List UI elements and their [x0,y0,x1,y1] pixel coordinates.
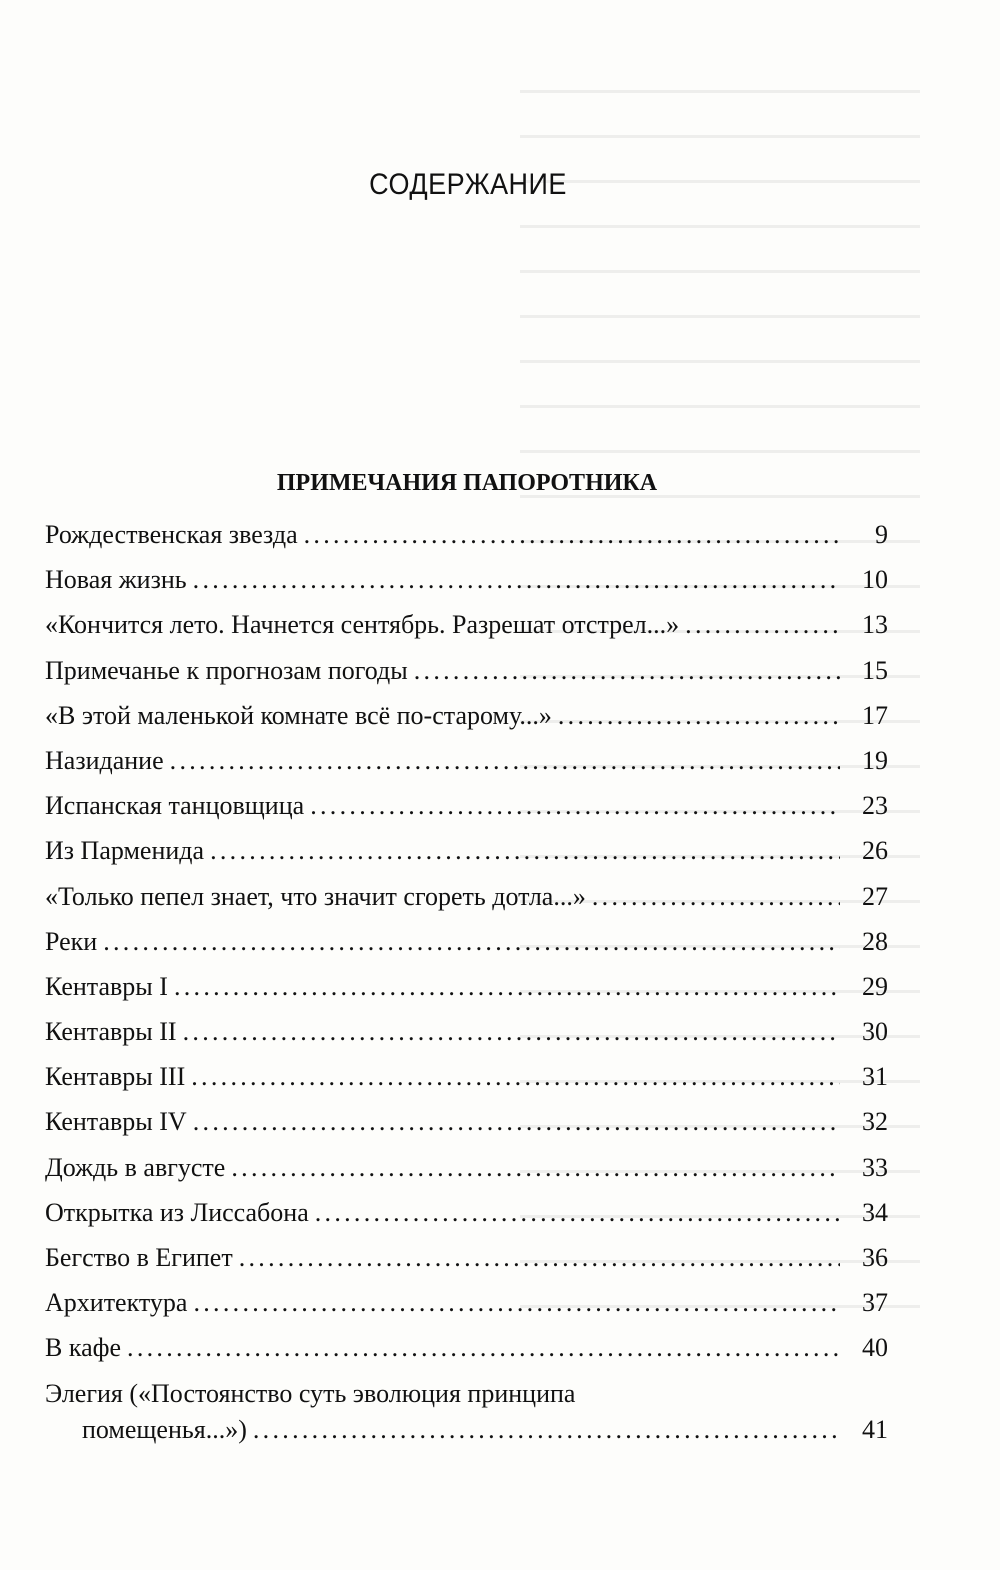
entry-title-line1: Элегия («Постоянство суть эволюция принципа [45,1378,576,1408]
dot-leader [414,652,840,690]
dot-leader [231,1149,840,1187]
entry-page: 9 [875,520,888,549]
entry-title: В кафе [45,1333,122,1363]
toc-entry [45,516,888,561]
dot-leader [170,742,840,780]
table-of-contents [45,516,888,1456]
toc-entry [45,606,888,651]
entry-title: Дождь в августе [45,1152,226,1182]
toc-entry [45,697,888,742]
entry-page: 17 [862,700,888,730]
dot-leader [127,1329,840,1367]
toc-entry [45,561,888,606]
entry-page: 41 [862,1414,888,1444]
dot-leader [253,1411,840,1449]
section-heading: ПРИМЕЧАНИЯ ПАПОРОТНИКА [276,470,658,496]
entry-page: 23 [862,791,888,821]
dot-leader [183,1013,840,1051]
entry-title: «Кончится лето. Начнется сентябрь. Разрешат отстрел...» [45,610,680,640]
entry-page: 28 [862,926,888,956]
toc-entry [45,1013,888,1058]
entry-page: 40 [862,1333,888,1363]
page-title: СОДЕРЖАНИЕ [369,168,567,201]
entry-page: 37 [862,1288,888,1318]
toc-entry [45,1284,888,1329]
dot-leader [103,923,840,961]
toc-entry [45,1058,888,1103]
toc-entry-multiline [45,1375,888,1456]
entry-page: 27 [862,881,888,911]
entry-title: Назидание [45,745,164,775]
toc-entry [45,787,888,832]
entry-title: «Только пепел знает, что значит сгореть дотла...» [45,881,586,911]
entry-title-line2: помещенья...») [82,1414,247,1444]
dot-leader [193,561,840,599]
entry-page: 29 [862,971,888,1001]
entry-page: 30 [862,1017,888,1047]
entry-page: 10 [862,565,888,595]
entry-title: Кентавры I [45,971,168,1001]
entry-title: Кентавры II [45,1017,177,1047]
toc-entry [45,1329,888,1374]
entry-page: 19 [862,745,888,775]
dot-leader [310,787,840,825]
dot-leader [193,1284,840,1322]
dot-leader [193,1103,840,1141]
entry-title: Открытка из Лиссабона [45,1197,309,1227]
entry-page: 15 [862,655,888,685]
dot-leader [685,606,840,644]
entry-page: 32 [862,1107,888,1137]
entry-page: 33 [862,1152,888,1182]
entry-title: Реки [45,926,98,956]
toc-entry [45,923,888,968]
toc-entry [45,1149,888,1194]
dot-leader [239,1239,840,1277]
entry-title: Из Парменида [45,836,205,866]
entry-title: Испанская танцовщица [45,791,305,821]
entry-title: Новая жизнь [45,565,187,595]
toc-entry [45,1239,888,1284]
dot-leader [191,1058,840,1096]
entry-page: 13 [862,610,888,640]
entry-title: Кентавры IV [45,1107,187,1137]
entry-title: Примечанье к прогнозам погоды [45,655,408,685]
entry-title: Бегство в Египет [45,1243,233,1272]
dot-leader [210,832,840,870]
dot-leader [592,878,840,916]
toc-entry [45,652,888,697]
toc-entry [45,742,888,787]
entry-title: «В этой маленькой комнате всё по-старому...» [45,700,552,730]
toc-entry [45,832,888,877]
entry-page: 36 [862,1243,888,1272]
toc-entry [45,1194,888,1239]
dot-leader [315,1194,840,1232]
dot-leader [558,697,840,735]
dot-leader [304,516,840,554]
dot-leader [174,968,840,1006]
toc-entry [45,968,888,1013]
entry-title: Кентавры III [45,1062,186,1092]
toc-entry [45,1103,888,1148]
entry-page: 31 [862,1062,888,1092]
entry-page: 34 [862,1197,888,1227]
entry-title: Рождественская звезда [45,520,298,549]
entry-page: 26 [862,836,888,866]
entry-title: Архитектура [45,1288,188,1318]
toc-entry [45,878,888,923]
